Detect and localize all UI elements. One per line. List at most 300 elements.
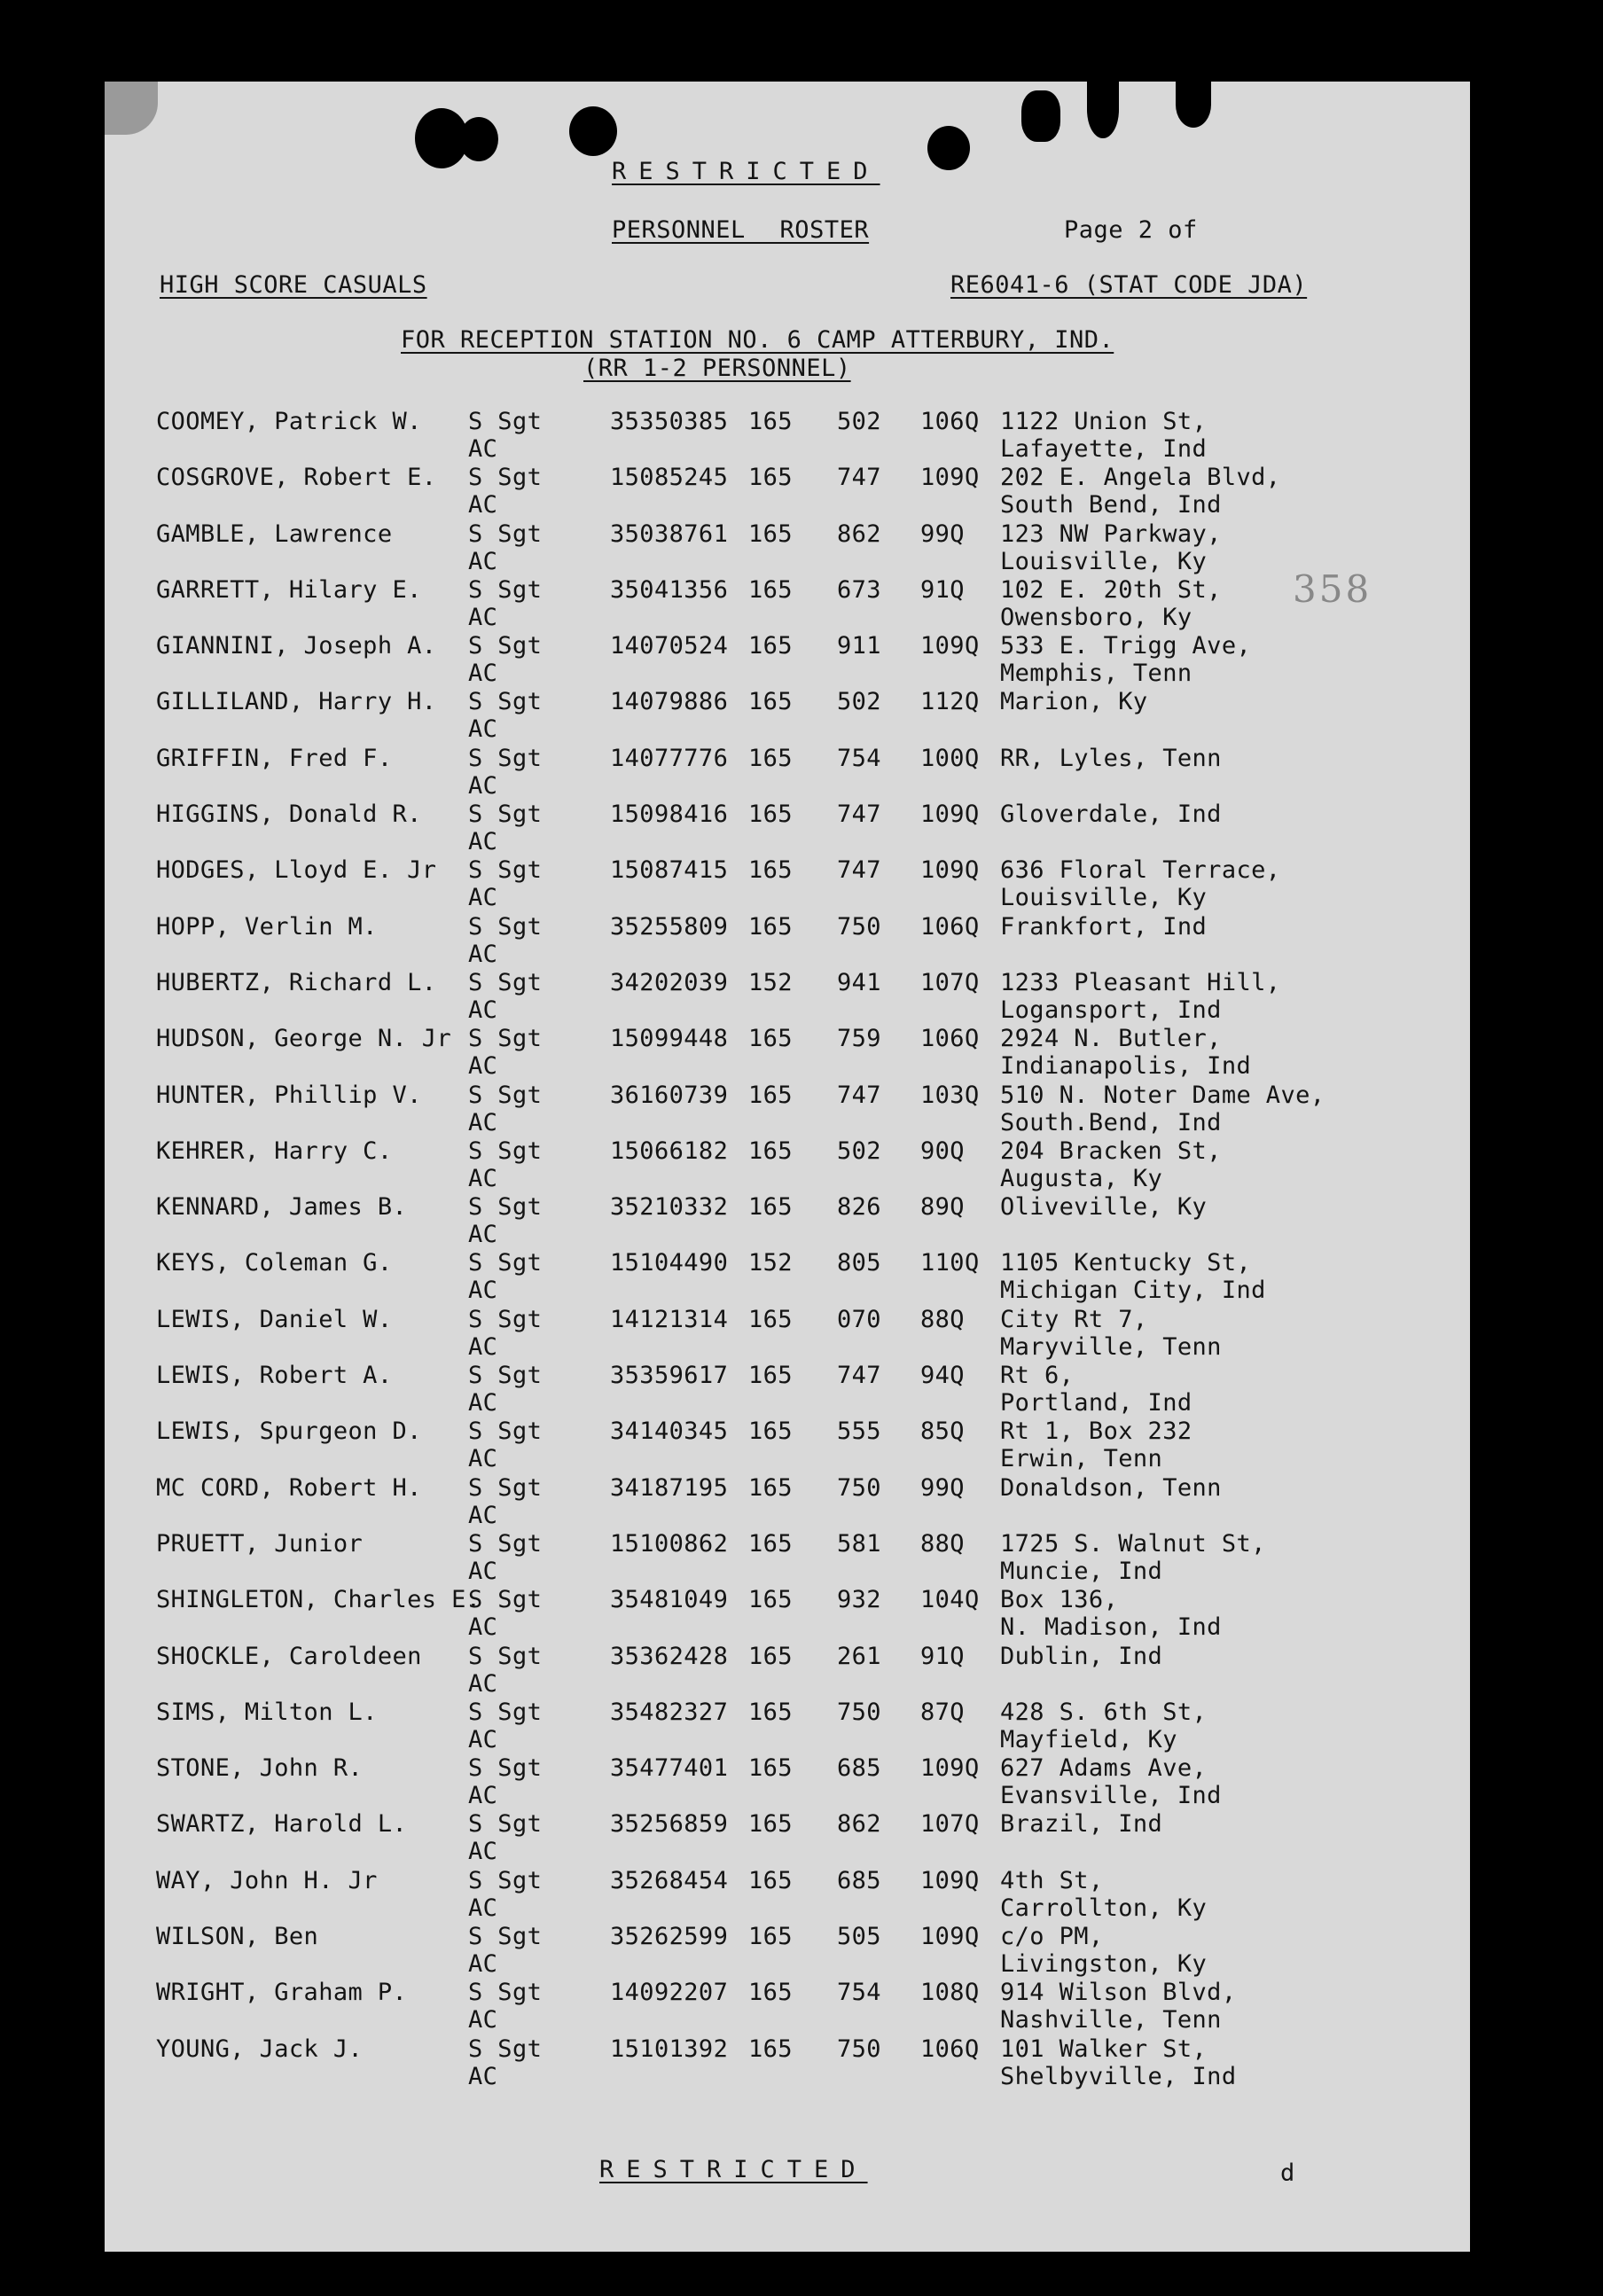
code-b: 747 (837, 464, 881, 492)
score: 100Q (920, 744, 980, 772)
rank: S Sgt (468, 1979, 543, 2007)
branch: AC (468, 1838, 498, 1866)
serial-number: 14092207 (610, 1979, 729, 2007)
person-name: LEWIS, Robert A. (156, 1362, 393, 1390)
person-name: GIANNINI, Joseph A. (156, 632, 437, 660)
roster-row (105, 408, 1470, 464)
branch: AC (468, 828, 498, 856)
page-stamp-number: 358 (1293, 567, 1372, 611)
branch: AC (468, 1108, 498, 1136)
rank: S Sgt (468, 464, 543, 492)
code-b: 261 (837, 1642, 881, 1670)
address-line-2: Mayfield, Ky (1000, 1725, 1177, 1753)
serial-number: 34202039 (610, 968, 729, 996)
person-name: HUBERTZ, Richard L. (156, 968, 437, 996)
branch: AC (468, 660, 498, 688)
score: 109Q (920, 464, 980, 492)
person-name: HODGES, Lloyd E. Jr (156, 856, 437, 885)
serial-number: 15098416 (610, 800, 729, 829)
code-a: 165 (748, 1136, 793, 1165)
code-a: 165 (748, 1754, 793, 1783)
address-line-2: South Bend, Ind (1000, 491, 1222, 519)
branch: AC (468, 1669, 498, 1698)
branch: AC (468, 1725, 498, 1753)
form-title: PERSONNEL ROSTER (612, 216, 870, 244)
score: 109Q (920, 1754, 980, 1783)
address-line-1: Dublin, Ind (1000, 1642, 1163, 1670)
roster-row (105, 1025, 1470, 1081)
code-b: 862 (837, 519, 881, 548)
score: 112Q (920, 688, 980, 716)
code-b: 581 (837, 1529, 881, 1558)
serial-number: 14079886 (610, 688, 729, 716)
roster-row (105, 800, 1470, 856)
roster-row (105, 1979, 1470, 2034)
address-line-1: Donaldson, Tenn (1000, 1473, 1222, 1502)
serial-number: 35477401 (610, 1754, 729, 1783)
footer-mark: d (1280, 2159, 1295, 2187)
code-a: 165 (748, 1193, 793, 1222)
branch: AC (468, 603, 498, 631)
code-b: 502 (837, 688, 881, 716)
branch: AC (468, 1894, 498, 1922)
person-name: YOUNG, Jack J. (156, 2034, 364, 2063)
code-b: 862 (837, 1810, 881, 1839)
roster-row (105, 1306, 1470, 1362)
score: 88Q (920, 1529, 965, 1558)
code-a: 165 (748, 575, 793, 604)
address-line-1: 202 E. Angela Blvd, (1000, 464, 1281, 492)
address-line-2: Maryville, Tenn (1000, 1332, 1222, 1361)
score: 110Q (920, 1249, 980, 1277)
code-b: 759 (837, 1025, 881, 1053)
address-line-2: Louisville, Ky (1000, 547, 1208, 575)
roster-row (105, 464, 1470, 519)
address-line-2: Muncie, Ind (1000, 1557, 1163, 1585)
code-b: 750 (837, 1698, 881, 1726)
branch: AC (468, 715, 498, 744)
roster-row (105, 1810, 1470, 1866)
person-name: GILLILAND, Harry H. (156, 688, 437, 716)
document-page (105, 82, 1470, 2252)
rank: S Sgt (468, 856, 543, 885)
address-line-1: c/o PM, (1000, 1923, 1104, 1951)
rank: S Sgt (468, 1136, 543, 1165)
roster-row (105, 1417, 1470, 1473)
code-b: 750 (837, 2034, 881, 2063)
score: 103Q (920, 1081, 980, 1109)
person-name: WILSON, Ben (156, 1923, 319, 1951)
person-name: STONE, John R. (156, 1754, 364, 1783)
code-b: 502 (837, 408, 881, 435)
serial-number: 35041356 (610, 575, 729, 604)
score: 107Q (920, 1810, 980, 1839)
branch: AC (468, 2006, 498, 2034)
rank: S Sgt (468, 1305, 543, 1333)
serial-number: 15066182 (610, 1136, 729, 1165)
serial-number: 35262599 (610, 1923, 729, 1951)
serial-number: 35210332 (610, 1193, 729, 1222)
page-label: Page 2 of (1064, 216, 1198, 244)
code-a: 165 (748, 744, 793, 772)
serial-number: 15100862 (610, 1529, 729, 1558)
branch: AC (468, 1613, 498, 1642)
address-line-1: 101 Walker St, (1000, 2034, 1208, 2063)
code-a: 165 (748, 1362, 793, 1390)
rank: S Sgt (468, 2034, 543, 2063)
address-line-1: Oliveville, Ky (1000, 1193, 1208, 1222)
rank: S Sgt (468, 1081, 543, 1109)
serial-number: 35359617 (610, 1362, 729, 1390)
rank: S Sgt (468, 912, 543, 941)
code-a: 165 (748, 1081, 793, 1109)
branch: AC (468, 884, 498, 912)
roster-row (105, 969, 1470, 1025)
code-b: 070 (837, 1305, 881, 1333)
address-line-2: Logansport, Ind (1000, 996, 1222, 1024)
branch: AC (468, 1052, 498, 1081)
roster-row (105, 1923, 1470, 1979)
roster-row (105, 1137, 1470, 1193)
rank: S Sgt (468, 1529, 543, 1558)
score: 106Q (920, 408, 980, 435)
address-line-1: RR, Lyles, Tenn (1000, 744, 1222, 772)
roster-row (105, 1249, 1470, 1305)
roster-row (105, 1530, 1470, 1586)
punch-hole (1021, 90, 1060, 142)
rank: S Sgt (468, 1642, 543, 1670)
score: 94Q (920, 1362, 965, 1390)
address-line-2: Livingston, Ky (1000, 1950, 1208, 1979)
code-b: 685 (837, 1866, 881, 1894)
address-line-2: South.Bend, Ind (1000, 1108, 1222, 1136)
score: 91Q (920, 575, 965, 604)
code-b: 911 (837, 632, 881, 660)
code-a: 165 (748, 1698, 793, 1726)
person-name: HUDSON, George N. Jr (156, 1025, 452, 1053)
score: 106Q (920, 1025, 980, 1053)
score: 109Q (920, 632, 980, 660)
score: 88Q (920, 1305, 965, 1333)
code-b: 941 (837, 968, 881, 996)
roster-row (105, 913, 1470, 969)
branch: AC (468, 996, 498, 1024)
person-name: WRIGHT, Graham P. (156, 1979, 408, 2007)
rank: S Sgt (468, 519, 543, 548)
code-a: 165 (748, 912, 793, 941)
branch: AC (468, 547, 498, 575)
address-line-1: 1122 Union St, (1000, 408, 1208, 435)
serial-number: 34187195 (610, 1473, 729, 1502)
roster-row (105, 1643, 1470, 1699)
score: 109Q (920, 1866, 980, 1894)
punch-hole (569, 106, 617, 156)
serial-number: 35482327 (610, 1698, 729, 1726)
person-name: COOMEY, Patrick W. (156, 408, 422, 435)
address-line-1: Frankfort, Ind (1000, 912, 1208, 941)
rank: S Sgt (468, 1362, 543, 1390)
code-b: 754 (837, 744, 881, 772)
code-a: 165 (748, 1473, 793, 1502)
person-name: HIGGINS, Donald R. (156, 800, 422, 829)
person-name: GARRETT, Hilary E. (156, 575, 422, 604)
rank: S Sgt (468, 1866, 543, 1894)
roster-row (105, 520, 1470, 576)
rank: S Sgt (468, 1249, 543, 1277)
roster-row (105, 1867, 1470, 1923)
rank: S Sgt (468, 408, 543, 435)
code-b: 555 (837, 1417, 881, 1446)
order-reference: RE6041-6 (STAT CODE JDA) (950, 271, 1308, 299)
address-line-2: Indianapolis, Ind (1000, 1052, 1252, 1081)
roster-row (105, 1699, 1470, 1754)
rank: S Sgt (468, 1698, 543, 1726)
address-line-1: 627 Adams Ave, (1000, 1754, 1208, 1783)
serial-number: 14077776 (610, 744, 729, 772)
person-name: KEYS, Coleman G. (156, 1249, 393, 1277)
serial-number: 15099448 (610, 1025, 729, 1053)
person-name: GAMBLE, Lawrence (156, 519, 393, 548)
serial-number: 15104490 (610, 1249, 729, 1277)
score: 107Q (920, 968, 980, 996)
score: 109Q (920, 1923, 980, 1951)
address-line-1: 510 N. Noter Dame Ave, (1000, 1081, 1325, 1109)
person-name: HUNTER, Phillip V. (156, 1081, 422, 1109)
code-b: 826 (837, 1193, 881, 1222)
address-line-2: Owensboro, Ky (1000, 603, 1192, 631)
address-line-1: 123 NW Parkway, (1000, 519, 1222, 548)
code-a: 165 (748, 1305, 793, 1333)
address-line-1: Rt 1, Box 232 (1000, 1417, 1192, 1446)
code-a: 165 (748, 519, 793, 548)
address-line-1: Rt 6, (1000, 1362, 1075, 1390)
serial-number: 35350385 (610, 408, 729, 435)
address-line-1: 204 Bracken St, (1000, 1136, 1222, 1165)
address-line-1: 428 S. 6th St, (1000, 1698, 1208, 1726)
score: 91Q (920, 1642, 965, 1670)
address-line-1: Gloverdale, Ind (1000, 800, 1222, 829)
code-b: 747 (837, 1081, 881, 1109)
serial-number: 15101392 (610, 2034, 729, 2063)
code-a: 165 (748, 2034, 793, 2063)
code-a: 165 (748, 1810, 793, 1839)
roster-row (105, 1754, 1470, 1810)
destination-line: FOR RECEPTION STATION NO. 6 CAMP ATTERBURY, IND. (401, 326, 1114, 354)
address-line-1: 1105 Kentucky St, (1000, 1249, 1252, 1277)
address-line-1: 1725 S. Walnut St, (1000, 1529, 1266, 1558)
rank: S Sgt (468, 1025, 543, 1053)
rank: S Sgt (468, 1923, 543, 1951)
rank: S Sgt (468, 968, 543, 996)
roster-row (105, 856, 1470, 912)
branch: AC (468, 491, 498, 519)
code-a: 165 (748, 856, 793, 885)
rank: S Sgt (468, 1473, 543, 1502)
code-a: 165 (748, 1025, 793, 1053)
punch-hole (927, 126, 970, 170)
person-name: PRUETT, Junior (156, 1529, 364, 1558)
person-name: HOPP, Verlin M. (156, 912, 378, 941)
address-line-1: 533 E. Trigg Ave, (1000, 632, 1252, 660)
person-name: KENNARD, James B. (156, 1193, 408, 1222)
code-a: 165 (748, 1642, 793, 1670)
score: 85Q (920, 1417, 965, 1446)
group-label: HIGH SCORE CASUALS (160, 271, 427, 299)
address-line-1: City Rt 7, (1000, 1305, 1148, 1333)
branch: AC (468, 1782, 498, 1810)
code-b: 685 (837, 1754, 881, 1783)
classification-header: RESTRICTED (612, 158, 880, 185)
person-name: LEWIS, Daniel W. (156, 1305, 393, 1333)
code-a: 165 (748, 1529, 793, 1558)
serial-number: 35268454 (610, 1866, 729, 1894)
address-line-1: 914 Wilson Blvd, (1000, 1979, 1237, 2007)
torn-corner (105, 82, 158, 135)
score: 104Q (920, 1586, 980, 1614)
code-b: 805 (837, 1249, 881, 1277)
score: 109Q (920, 800, 980, 829)
code-a: 165 (748, 1866, 793, 1894)
rank: S Sgt (468, 1193, 543, 1222)
address-line-1: 2924 N. Butler, (1000, 1025, 1222, 1053)
code-a: 165 (748, 1417, 793, 1446)
branch: AC (468, 1332, 498, 1361)
address-line-2: Augusta, Ky (1000, 1164, 1163, 1192)
address-line-2: Evansville, Ind (1000, 1782, 1222, 1810)
person-name: SHOCKLE, Caroldeen (156, 1642, 422, 1670)
person-name: MC CORD, Robert H. (156, 1473, 422, 1502)
branch: AC (468, 1501, 498, 1529)
person-name: SWARTZ, Harold L. (156, 1810, 408, 1839)
branch: AC (468, 771, 498, 800)
score: 99Q (920, 1473, 965, 1502)
code-a: 165 (748, 1586, 793, 1614)
person-name: SIMS, Milton L. (156, 1698, 378, 1726)
address-line-1: Box 136, (1000, 1586, 1119, 1614)
rank: S Sgt (468, 575, 543, 604)
address-line-1: 4th St, (1000, 1866, 1104, 1894)
code-a: 165 (748, 408, 793, 435)
rank: S Sgt (468, 1586, 543, 1614)
roster-row (105, 1362, 1470, 1417)
punch-hole (459, 117, 498, 161)
address-line-2: Memphis, Tenn (1000, 660, 1192, 688)
code-a: 165 (748, 1923, 793, 1951)
person-name: SHINGLETON, Charles E. (156, 1586, 481, 1614)
address-line-2: Carrollton, Ky (1000, 1894, 1208, 1922)
person-name: WAY, John H. Jr (156, 1866, 378, 1894)
serial-number: 36160739 (610, 1081, 729, 1109)
score: 89Q (920, 1193, 965, 1222)
score: 108Q (920, 1979, 980, 2007)
branch: AC (468, 940, 498, 968)
score: 109Q (920, 856, 980, 885)
address-line-1: 1233 Pleasant Hill, (1000, 968, 1281, 996)
roster-row (105, 632, 1470, 688)
branch: AC (468, 1389, 498, 1417)
branch: AC (468, 1950, 498, 1979)
code-b: 505 (837, 1923, 881, 1951)
rank: S Sgt (468, 800, 543, 829)
serial-number: 35255809 (610, 912, 729, 941)
roster-row (105, 745, 1470, 800)
address-line-2: Lafayette, Ind (1000, 435, 1208, 463)
roster-row (105, 2035, 1470, 2091)
serial-number: 35038761 (610, 519, 729, 548)
code-b: 750 (837, 1473, 881, 1502)
rank: S Sgt (468, 632, 543, 660)
code-b: 754 (837, 1979, 881, 2007)
person-name: COSGROVE, Robert E. (156, 464, 437, 492)
person-name: KEHRER, Harry C. (156, 1136, 393, 1165)
code-b: 502 (837, 1136, 881, 1165)
serial-number: 35362428 (610, 1642, 729, 1670)
score: 99Q (920, 519, 965, 548)
personnel-note: (RR 1-2 PERSONNEL) (583, 355, 851, 382)
branch: AC (468, 1557, 498, 1585)
score: 87Q (920, 1698, 965, 1726)
address-line-1: 636 Floral Terrace, (1000, 856, 1281, 885)
code-b: 932 (837, 1586, 881, 1614)
roster-row (105, 1193, 1470, 1249)
branch: AC (468, 1221, 498, 1249)
branch: AC (468, 1277, 498, 1305)
serial-number: 35481049 (610, 1586, 729, 1614)
code-b: 673 (837, 575, 881, 604)
address-line-2: Louisville, Ky (1000, 884, 1208, 912)
serial-number: 14121314 (610, 1305, 729, 1333)
address-line-2: Erwin, Tenn (1000, 1445, 1163, 1473)
code-b: 747 (837, 800, 881, 829)
code-b: 747 (837, 1362, 881, 1390)
address-line-1: Brazil, Ind (1000, 1810, 1163, 1839)
address-line-2: Portland, Ind (1000, 1389, 1192, 1417)
branch: AC (468, 1445, 498, 1473)
branch: AC (468, 1164, 498, 1192)
address-line-2: N. Madison, Ind (1000, 1613, 1222, 1642)
branch: AC (468, 2062, 498, 2090)
score: 90Q (920, 1136, 965, 1165)
punch-hole (1176, 82, 1211, 128)
rank: S Sgt (468, 744, 543, 772)
rank: S Sgt (468, 1754, 543, 1783)
code-b: 747 (837, 856, 881, 885)
branch: AC (468, 435, 498, 463)
rank: S Sgt (468, 1417, 543, 1446)
address-line-1: 102 E. 20th St, (1000, 575, 1222, 604)
rank: S Sgt (468, 688, 543, 716)
address-line-2: Nashville, Tenn (1000, 2006, 1222, 2034)
person-name: GRIFFIN, Fred F. (156, 744, 393, 772)
code-a: 165 (748, 1979, 793, 2007)
score: 106Q (920, 912, 980, 941)
code-a: 165 (748, 800, 793, 829)
code-a: 165 (748, 632, 793, 660)
roster-row (105, 576, 1470, 632)
classification-footer: RESTRICTED (599, 2156, 868, 2183)
roster-row (105, 1586, 1470, 1642)
personnel-roster (105, 408, 1470, 2091)
address-line-1: Marion, Ky (1000, 688, 1148, 716)
score: 106Q (920, 2034, 980, 2063)
roster-row (105, 1082, 1470, 1137)
serial-number: 15087415 (610, 856, 729, 885)
address-line-2: Michigan City, Ind (1000, 1277, 1266, 1305)
serial-number: 14070524 (610, 632, 729, 660)
code-a: 152 (748, 968, 793, 996)
address-line-2: Shelbyville, Ind (1000, 2062, 1237, 2090)
roster-row (105, 1474, 1470, 1530)
